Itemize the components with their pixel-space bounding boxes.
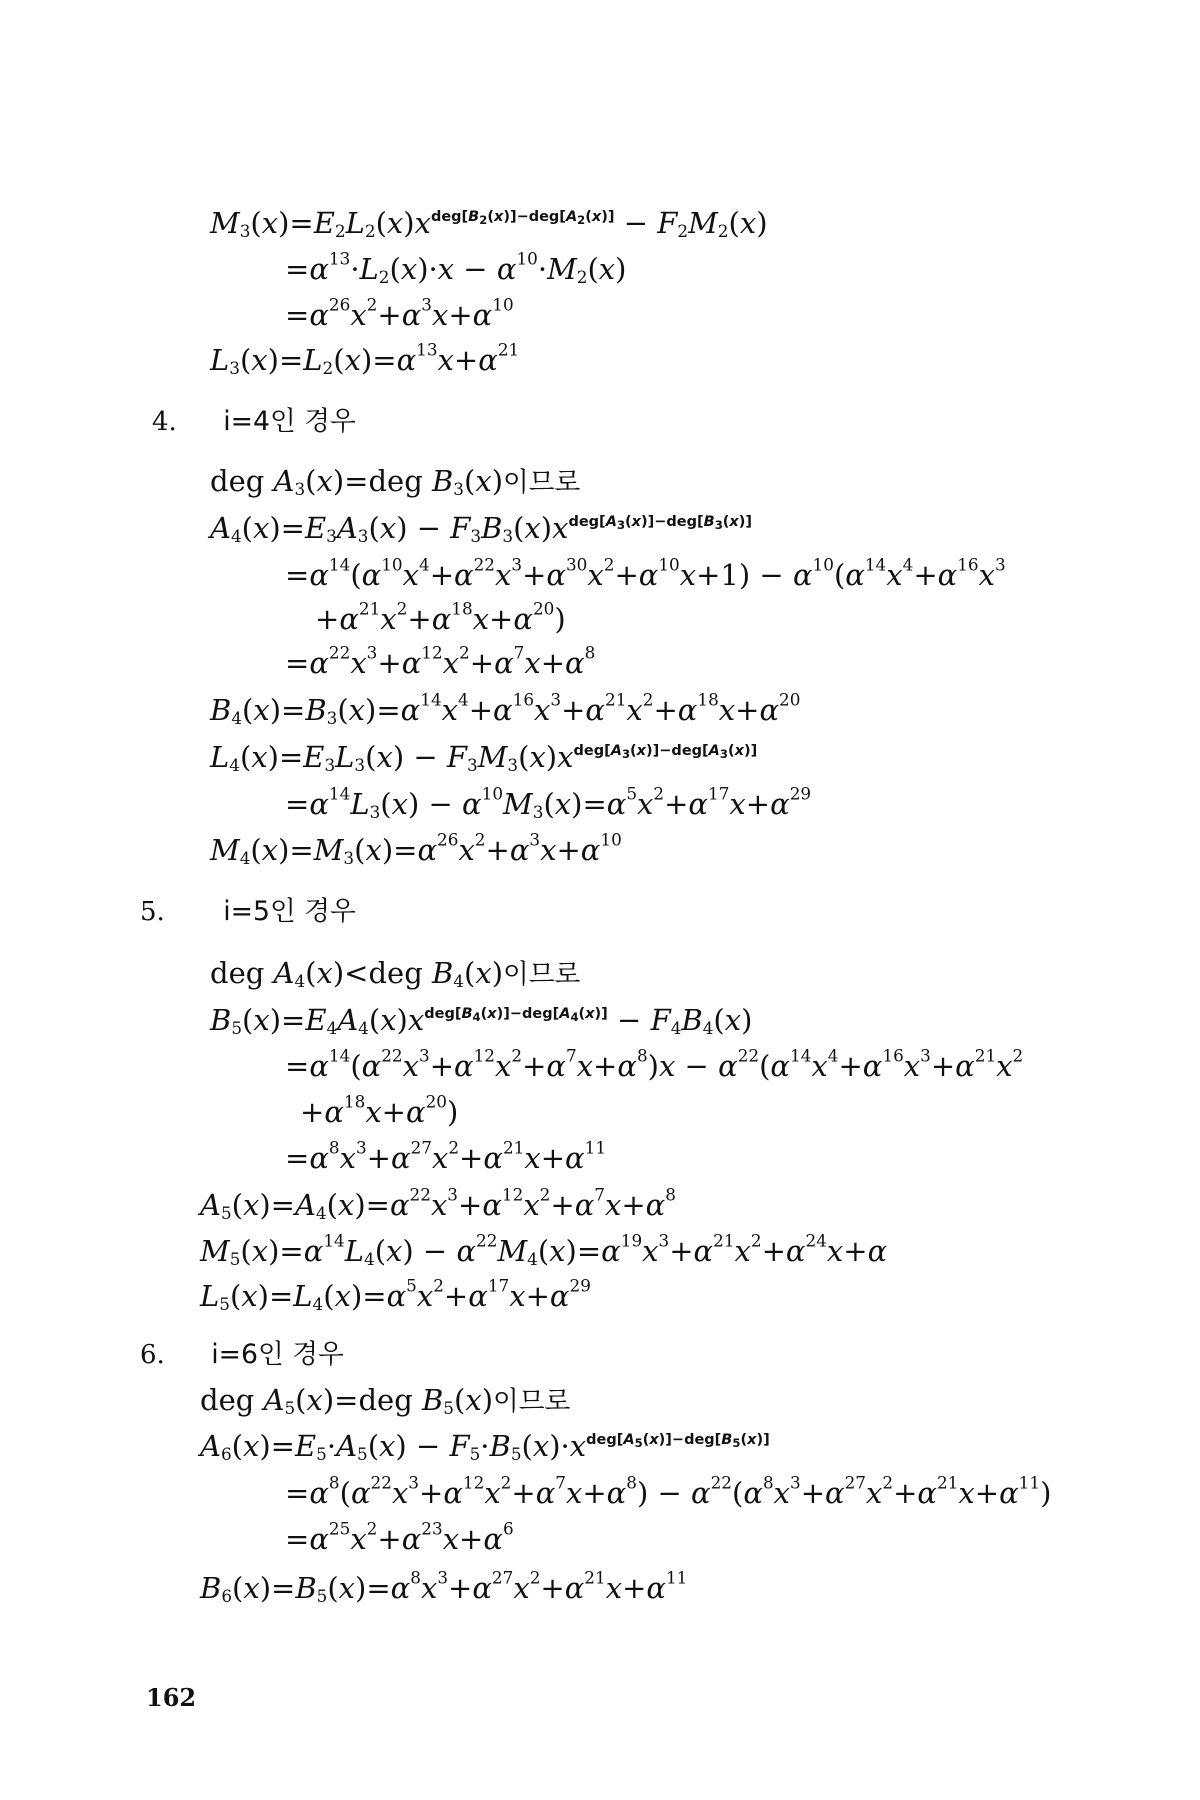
equation-line-10: $B_4(x)=B_3(x)=\alpha^{14}x^4+\alpha^{16}x^3+\alpha^{21}x^2+\alpha^{18}x+\alpha^{20}$	[210, 689, 801, 729]
section-title: i=4인 경우	[223, 406, 356, 437]
section-number: 4.	[152, 407, 177, 437]
equation-line-3: $=\alpha^{26}x^2+\alpha^3x+\alpha^{10}$	[285, 294, 514, 332]
korean-text: 이므로	[493, 1386, 571, 1417]
equation-line-13: $M_4(x)=M_3(x)=\alpha^{26}x^2+\alpha^3x+\alpha^{10}$	[210, 829, 622, 869]
section-heading-6	[140, 1335, 344, 1373]
section-heading-5	[140, 892, 356, 930]
equation-line-2: $=\alpha^{13}\cdot L_2(x)\cdot x - \alpha^{10}\cdot M_2(x)$	[285, 248, 627, 288]
equation-line-15: $B_5(x)=E_4A_4(x)x^{deg[B_4(x)]-deg[A_4(x)]} - F_4B_4(x)$	[210, 1003, 753, 1039]
equation-line-18: $=\alpha^8x^3+\alpha^{27}x^2+\alpha^{21}x+\alpha^{11}$	[285, 1137, 607, 1175]
equation-line-16: $=\alpha^{14}(\alpha^{22}x^3+\alpha^{12}x^2+\alpha^7x+\alpha^8)x - \alpha^{22}(\alpha^{14}x^4+\alpha^{16}x^3+\alpha^{21}x^2$	[285, 1045, 1024, 1083]
equation-line-1: $M_3(x)=E_2L_2(x)x^{deg[B_2(x)]-deg[A_2(x)]} - F_2M_2(x)$	[210, 206, 768, 242]
equation-line-19: $A_5(x)=A_4(x)=\alpha^{22}x^3+\alpha^{12}x^2+\alpha^7x+\alpha^8$	[200, 1184, 676, 1224]
equation-line-25: $=\alpha^{25}x^2+\alpha^{23}x+\alpha^6$	[285, 1518, 514, 1556]
equation-line-23: $A_6(x)=E_5\cdot A_5(x) - F_5\cdot B_5(x)\cdot x^{deg[A_5(x)]-deg[B_5(x)]}$	[200, 1429, 770, 1465]
equation-line-8: $+\alpha^{21}x^2+\alpha^{18}x+\alpha^{20}$)	[315, 598, 566, 636]
equation-line-12: $=\alpha^{14}L_3(x) - \alpha^{10}M_3(x)=\alpha^5x^2+\alpha^{17}x+\alpha^{29}$	[285, 783, 812, 823]
section-number: 6.	[140, 1340, 165, 1370]
korean-text: 이므로	[503, 959, 581, 990]
equation-line-17: $+\alpha^{18}x+\alpha^{20}$)	[300, 1091, 459, 1129]
equation-line-24: $=\alpha^8(\alpha^{22}x^3+\alpha^{12}x^2+\alpha^7x+\alpha^8) - \alpha^{22}(\alpha^8x^3+\alpha^{27}x^2+\alpha^{21}x+\alpha^{11})$	[285, 1472, 1052, 1510]
equation-line-9: $=\alpha^{22}x^3+\alpha^{12}x^2+\alpha^7x+\alpha^8$	[285, 642, 596, 680]
equation-line-22: deg $A_5(x)=deg$ $B_5(x)$이므로	[200, 1383, 571, 1419]
page-number: 162	[146, 1683, 197, 1712]
section-number: 5.	[140, 897, 165, 927]
korean-text: 이므로	[503, 467, 581, 498]
equation-line-6: $A_4(x)=E_3A_3(x) - F_3B_3(x)x^{deg[A_3(x)]-deg[B_3(x)]}$	[210, 511, 753, 547]
equation-line-5: deg $A_3(x)=deg$ $B_3(x)$이므로	[210, 464, 581, 500]
equation-line-26: $B_6(x)=B_5(x)=\alpha^8x^3+\alpha^{27}x^2+\alpha^{21}x+\alpha^{11}$	[200, 1567, 688, 1607]
section-title: i=5인 경우	[223, 896, 356, 927]
equation-line-7: $=\alpha^{14}(\alpha^{10}x^4+\alpha^{22}x^3+\alpha^{30}x^2+\alpha^{10}x+1) - \alpha^{10}(\alpha^{14}x^4+\alpha^{16}x^3$	[285, 554, 1006, 592]
equation-line-14: deg $A_4(x)<deg$ $B_4(x)$이므로	[210, 956, 581, 992]
equation-line-20: $M_5(x)=\alpha^{14}L_4(x) - \alpha^{22}M_4(x)=\alpha^{19}x^3+\alpha^{21}x^2+\alpha^{24}x+\alpha$	[200, 1230, 888, 1270]
equation-line-11: $L_4(x)=E_3L_3(x) - F_3M_3(x)x^{deg[A_3(x)]-deg[A_3(x)]}$	[210, 740, 758, 776]
section-heading-4	[152, 402, 356, 440]
equation-line-4: $L_3(x)=L_2(x)=\alpha^{13}x+\alpha^{21}$	[210, 339, 520, 379]
equation-line-21: $L_5(x)=L_4(x)=\alpha^5x^2+\alpha^{17}x+\alpha^{29}$	[200, 1275, 591, 1315]
section-title: i=6인 경우	[211, 1339, 344, 1370]
